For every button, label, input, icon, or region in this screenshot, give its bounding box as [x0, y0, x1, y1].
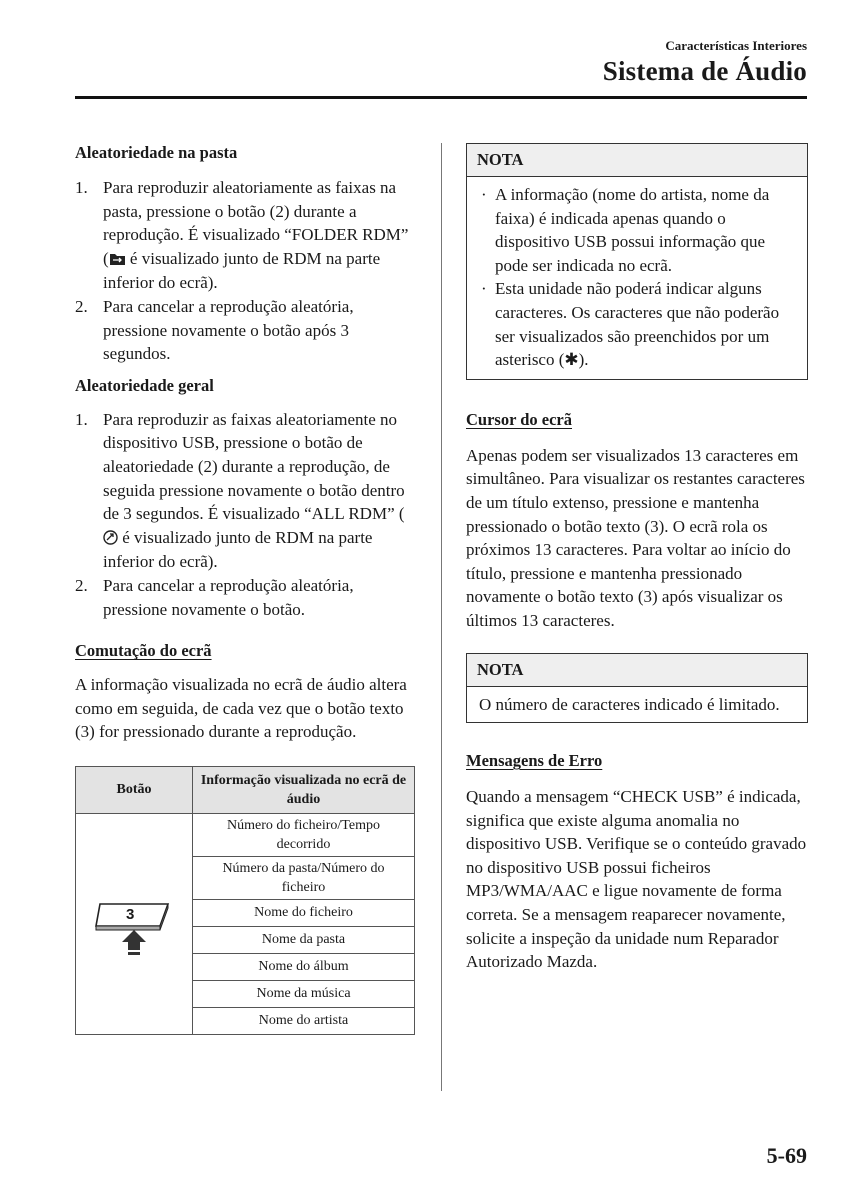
section-title: Características Interiores	[665, 38, 807, 53]
note-list	[479, 183, 795, 373]
text-button-cell	[76, 813, 193, 1034]
table-cell: Nome da música	[193, 980, 415, 1007]
column-divider	[441, 143, 442, 1091]
col-button-header: Botão	[76, 766, 193, 813]
page-number: 5-69	[766, 1143, 807, 1168]
table-cell: Nome do álbum	[193, 953, 415, 980]
text-button-3[interactable]	[94, 890, 174, 958]
display-switch-heading: Comutação do ecrã	[75, 641, 212, 661]
cursor-heading: Cursor do ecrã	[466, 409, 573, 429]
table-cell: Número do ficheiro/Tempo decorrido	[193, 813, 415, 856]
note-box	[466, 143, 808, 380]
note-title: NOTA	[467, 654, 807, 687]
list-item: 2. Para cancelar a reprodução aleatória, pressione novamente o botão.	[75, 575, 354, 619]
list-item: 1. Para reproduzir aleatoriamente as faixas na pasta, pressione o botão (2) durante a reprodução. É visualizado “FOLDER RDM” ( é visualizado junto de RDM na parte inferior do ecrã).	[75, 178, 409, 293]
table-cell: Nome do ficheiro	[193, 899, 415, 926]
folder-random-icon	[109, 250, 126, 268]
table-cell: Nome do artista	[193, 1007, 415, 1034]
table-header-row	[76, 766, 415, 813]
errors-body: Quando a mensagem “CHECK USB” é indicada, significa que existe alguma anomalia no dispositivo USB. Verifique se o conteúdo gravado no dispositivo USB possui ficheiros MP3/WMA/AAC e ligue novamente de forma correta. Se a mensagem reaparecer novamente, solicite a inspeção da unidade num Reparador Autorizado Mazda.	[466, 787, 807, 972]
cursor-body: Apenas podem ser visualizados 13 caracteres em simultâneo. Para visualizar os restantes caracteres de um título extenso, pressione e mantenha pressionado o botão texto (3). O ecrã rola os próximos 13 caracteres. Para voltar ao início do título, pressione e mantenha pressionado novamente o botão texto (3) após visualizar os últimos 13 caracteres.	[466, 445, 805, 630]
list-item: 2. Para cancelar a reprodução aleatória, pressione novamente o botão após 3 segundos.	[75, 296, 354, 364]
all-random-icon	[103, 529, 118, 547]
button-key-icon	[94, 890, 174, 958]
list-item: 1. Para reproduzir as faixas aleatoriamente no dispositivo USB, pressione o botão de aleatoriedade (2) durante a reprodução, de seguida pressione novamente o botão dentro de 3 segundos. É visualizado “ALL RDM” ( é visualizado junto de RDM na parte inferior do ecrã).	[75, 409, 405, 572]
asterisk-icon: ✱	[564, 350, 579, 371]
page-title: Sistema de Áudio	[602, 56, 807, 86]
all-random-heading: Aleatoriedade geral	[75, 375, 214, 395]
button-key-label: 3	[126, 905, 135, 923]
table-cell: Número da pasta/Número do ficheiro	[193, 856, 415, 899]
folder-random-heading: Aleatoriedade na pasta	[75, 143, 238, 162]
table-cell: Nome da pasta	[193, 926, 415, 953]
left-column	[75, 143, 415, 1035]
header-rule	[75, 96, 807, 99]
all-random-steps	[75, 408, 415, 621]
list-item: · Esta unidade não poderá indicar alguns caracteres. Os caracteres que não poderão ser visualizados são preenchidos por um asterisco (✱).	[481, 279, 780, 371]
note-box	[466, 653, 808, 724]
folder-random-steps	[75, 176, 415, 366]
list-item: · A informação (nome do artista, nome da faixa) é indicada apenas quando o dispositivo USB possui informação que pode ser indicada no ecrã.	[481, 185, 770, 275]
display-info-table	[75, 766, 415, 1035]
table-row	[76, 813, 415, 856]
col-info-header: Informação visualizada no ecrã de áudio	[193, 766, 415, 813]
note-body: O número de caracteres indicado é limitado.	[479, 694, 780, 714]
display-switch-body: A informação visualizada no ecrã de áudio altera como em seguida, de cada vez que o botão texto (3) for pressionado durante a reprodução.	[75, 675, 407, 742]
errors-heading: Mensagens de Erro	[466, 751, 603, 771]
right-column	[466, 143, 808, 974]
note-title: NOTA	[467, 144, 807, 177]
